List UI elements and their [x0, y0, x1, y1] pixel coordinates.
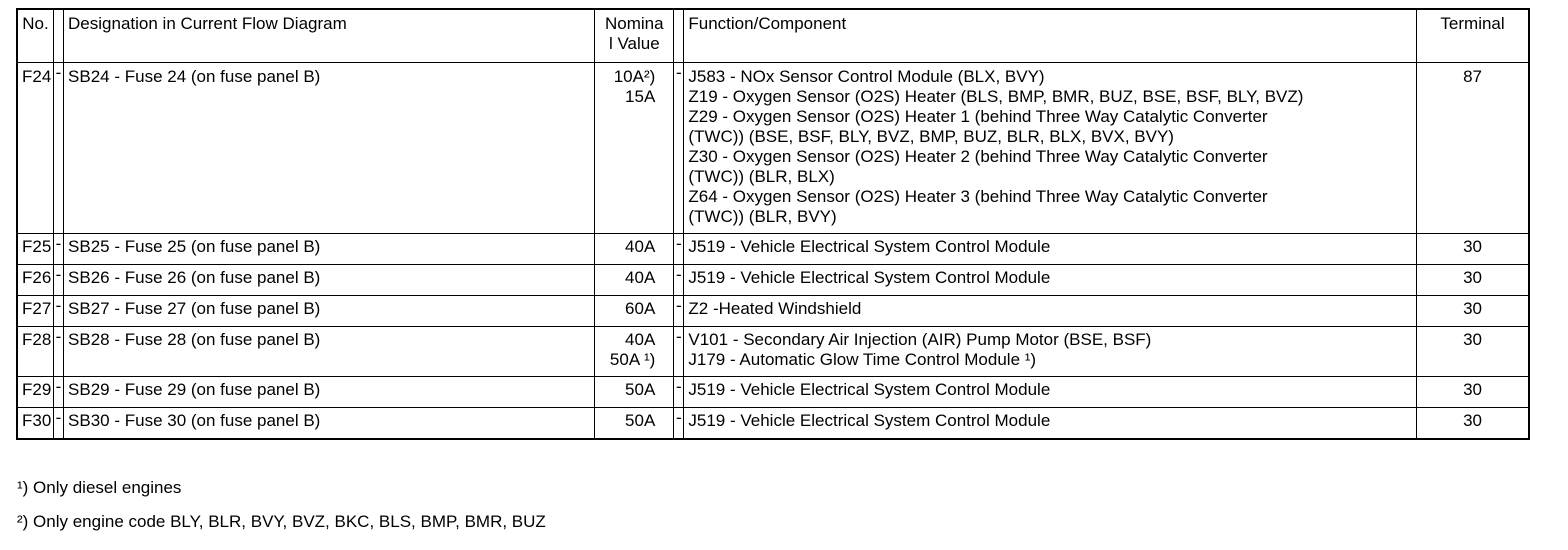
fuse-number: F29: [17, 377, 53, 408]
function-line: Z64 - Oxygen Sensor (O2S) Heater 3 (behind Three Way Catalytic Converter: [688, 187, 1268, 206]
terminal-cell: 30: [1417, 327, 1529, 377]
separator-dash: -: [53, 408, 63, 440]
table-row: [17, 296, 1529, 327]
function-line: J583 - NOx Sensor Control Module (BLX, BVY): [688, 67, 1045, 86]
separator-dash: -: [674, 377, 684, 408]
function-line: (TWC)) (BLR, BLX): [688, 167, 835, 186]
nominal-value: 40A: [625, 268, 656, 287]
header-nominal-line-2: l Value: [608, 34, 660, 53]
fuse-number: F26: [17, 265, 53, 296]
designation-cell: SB26 - Fuse 26 (on fuse panel B): [64, 265, 595, 296]
function-line: J519 - Vehicle Electrical System Control Module: [688, 268, 1051, 287]
designation-cell: SB27 - Fuse 27 (on fuse panel B): [64, 296, 595, 327]
function-line: J179 - Automatic Glow Time Control Module ¹): [688, 350, 1037, 369]
terminal-cell: 30: [1417, 296, 1529, 327]
nominal-value: 50A ¹): [609, 350, 656, 369]
function-line: Z30 - Oxygen Sensor (O2S) Heater 2 (behind Three Way Catalytic Converter: [688, 147, 1268, 166]
nominal-value-cell: [595, 296, 674, 327]
header-no: No.: [17, 9, 53, 63]
table-row: [17, 234, 1529, 265]
designation-cell: SB24 - Fuse 24 (on fuse panel B): [64, 63, 595, 234]
header-separator: [53, 9, 63, 63]
function-cell: [684, 265, 1417, 296]
nominal-value-cell: [595, 408, 674, 440]
function-cell: [684, 408, 1417, 440]
nominal-value-cell: [595, 377, 674, 408]
header-terminal: Terminal: [1417, 9, 1529, 63]
header-separator-2: [674, 9, 684, 63]
header-nominal-line-1: Nomina: [605, 14, 664, 33]
separator-dash: -: [674, 296, 684, 327]
fuse-number: F27: [17, 296, 53, 327]
separator-dash: -: [53, 265, 63, 296]
header-nominal-value: [595, 9, 674, 63]
designation-cell: SB29 - Fuse 29 (on fuse panel B): [64, 377, 595, 408]
table-row: [17, 265, 1529, 296]
separator-dash: -: [53, 296, 63, 327]
table-row: [17, 327, 1529, 377]
table-row: [17, 63, 1529, 234]
header-designation: Designation in Current Flow Diagram: [64, 9, 595, 63]
separator-dash: -: [53, 327, 63, 377]
function-line: Z19 - Oxygen Sensor (O2S) Heater (BLS, BMP, BMR, BUZ, BSE, BSF, BLY, BVZ): [688, 87, 1304, 106]
footnote-engine-codes: ²) Only engine code BLY, BLR, BVY, BVZ, BKC, BLS, BMP, BMR, BUZ: [17, 512, 546, 531]
function-line: J519 - Vehicle Electrical System Control Module: [688, 237, 1051, 256]
nominal-value: 15A: [625, 87, 656, 106]
separator-dash: -: [674, 327, 684, 377]
fuse-number: F30: [17, 408, 53, 440]
function-cell: [684, 296, 1417, 327]
separator-dash: -: [674, 63, 684, 234]
terminal-cell: 30: [1417, 408, 1529, 440]
function-line: (TWC)) (BSE, BSF, BLY, BVZ, BMP, BUZ, BLR, BLX, BVX, BVY): [688, 127, 1174, 146]
separator-dash: -: [674, 265, 684, 296]
header-function: Function/Component: [684, 9, 1417, 63]
nominal-value: 10A²): [613, 67, 656, 86]
footnote-diesel: ¹) Only diesel engines: [17, 478, 182, 497]
separator-dash: -: [53, 234, 63, 265]
separator-dash: -: [674, 234, 684, 265]
function-line: Z2 -Heated Windshield: [688, 299, 862, 318]
table-row: [17, 408, 1529, 440]
function-line: J519 - Vehicle Electrical System Control Module: [688, 380, 1051, 399]
separator-dash: -: [674, 408, 684, 440]
designation-cell: SB25 - Fuse 25 (on fuse panel B): [64, 234, 595, 265]
function-cell: [684, 63, 1417, 234]
nominal-value-cell: [595, 327, 674, 377]
nominal-value-cell: [595, 234, 674, 265]
function-line: J519 - Vehicle Electrical System Control Module: [688, 411, 1051, 430]
nominal-value: 40A: [625, 237, 656, 256]
separator-dash: -: [53, 63, 63, 234]
terminal-cell: 30: [1417, 377, 1529, 408]
separator-dash: -: [53, 377, 63, 408]
table-header-row: [17, 9, 1529, 63]
nominal-value: 60A: [625, 299, 656, 318]
terminal-cell: 30: [1417, 234, 1529, 265]
terminal-cell: 87: [1417, 63, 1529, 234]
nominal-value: 50A: [625, 380, 656, 399]
function-line: (TWC)) (BLR, BVY): [688, 207, 837, 226]
nominal-value-cell: [595, 63, 674, 234]
designation-cell: SB30 - Fuse 30 (on fuse panel B): [64, 408, 595, 440]
fuse-number: F28: [17, 327, 53, 377]
function-line: V101 - Secondary Air Injection (AIR) Pump Motor (BSE, BSF): [688, 330, 1152, 349]
function-cell: [684, 327, 1417, 377]
fuse-table: [16, 8, 1530, 440]
function-line: Z29 - Oxygen Sensor (O2S) Heater 1 (behind Three Way Catalytic Converter: [688, 107, 1268, 126]
terminal-cell: 30: [1417, 265, 1529, 296]
function-cell: [684, 377, 1417, 408]
fuse-number: F25: [17, 234, 53, 265]
table-row: [17, 377, 1529, 408]
function-cell: [684, 234, 1417, 265]
nominal-value-cell: [595, 265, 674, 296]
fuse-number: F24: [17, 63, 53, 234]
designation-cell: SB28 - Fuse 28 (on fuse panel B): [64, 327, 595, 377]
nominal-value: 50A: [625, 411, 656, 430]
nominal-value: 40A: [625, 330, 656, 349]
